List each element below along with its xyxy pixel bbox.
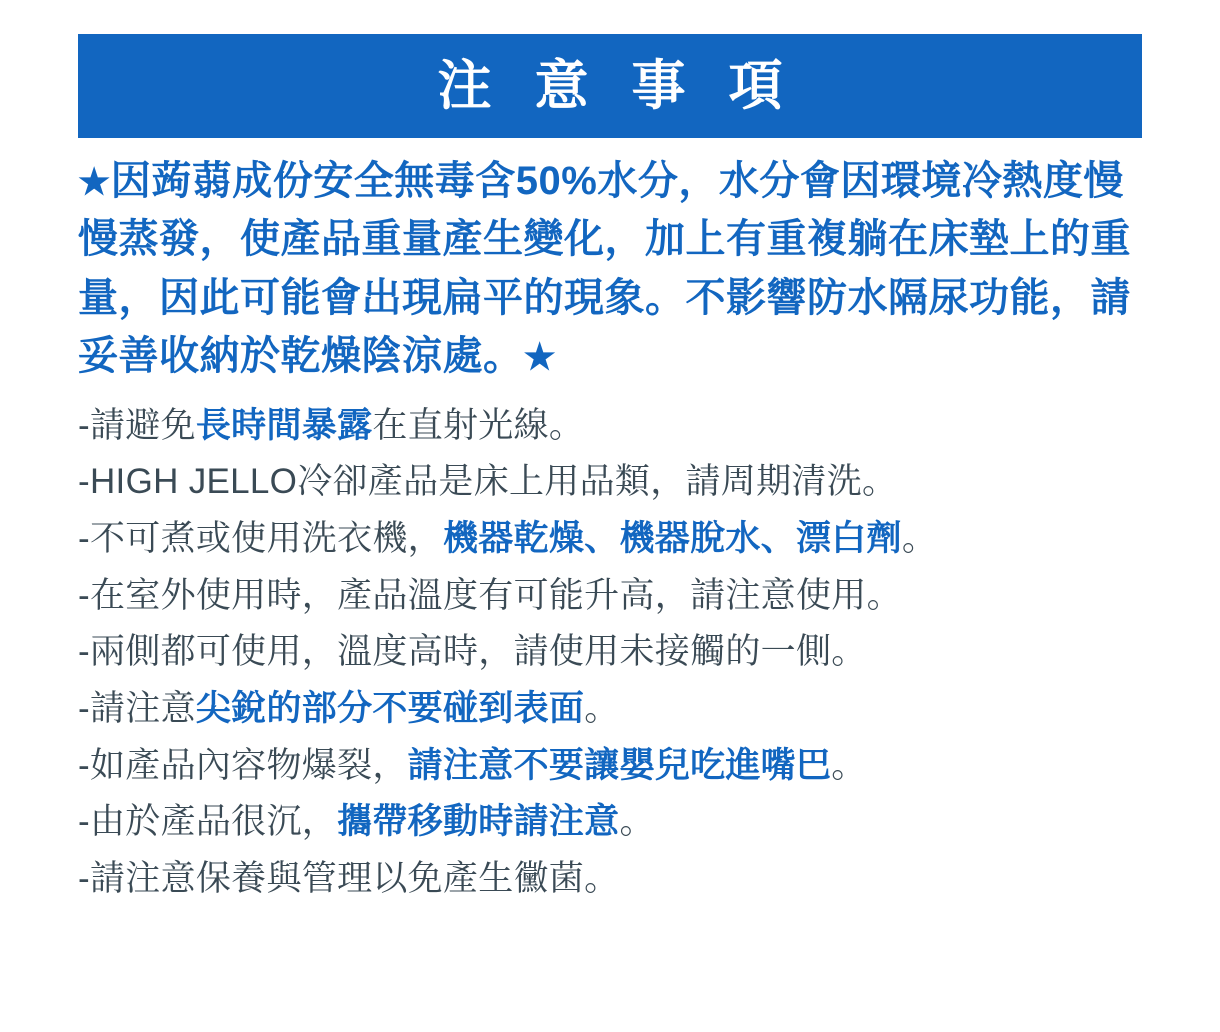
list-item-dash: - (78, 462, 90, 502)
list-item-text: 兩側都可使用，溫度高時，請使用未接觸的一側。 (89, 632, 867, 672)
lead-paragraph (78, 152, 1148, 386)
list-item (78, 794, 1148, 851)
list-item-highlight: 長時間暴露 (195, 405, 373, 445)
list-item-dash: - (78, 745, 90, 785)
list-item (78, 568, 1148, 625)
list-item (78, 681, 1148, 738)
list-item-dash: - (78, 405, 90, 445)
notice-bullet-list (78, 398, 1148, 908)
list-item-text: 由於產品很沉， (89, 802, 338, 842)
star-icon-close: ★ (523, 336, 557, 378)
list-item-text: 不可煮或使用洗衣機， (89, 518, 443, 558)
list-item-dash: - (78, 518, 90, 558)
list-item (78, 454, 1148, 511)
notice-content (78, 152, 1148, 908)
page-title-banner (78, 34, 1142, 138)
page-title: 注 意 事 項 (437, 56, 797, 116)
list-item-text: 請注意保養與管理以免產生黴菌。 (89, 859, 620, 899)
list-item (78, 738, 1148, 795)
list-item-text: 在直射光線。 (372, 405, 585, 445)
list-item-text: 。 (619, 802, 655, 842)
list-item-text: 。 (901, 518, 938, 558)
list-item (78, 851, 1148, 908)
list-item-text: 在室外使用時，產品溫度有可能升高，請注意使用。 (89, 575, 902, 615)
list-item-highlight: 機器乾燥、機器脫水、漂白劑 (442, 518, 902, 558)
list-item-dash: - (78, 802, 90, 842)
list-item-dash: - (78, 689, 90, 728)
lead-paragraph-text: 因蒟蒻成份安全無毒含50%水分，水分會因環境冷熱度慢慢蒸發，使產品重量產生變化，加上有重複躺在床墊上的重量，因此可能會出現扁平的現象。不影響防水隔尿功能，請妥善收納於乾燥陰涼處。 (78, 159, 1131, 379)
list-item-text: 。 (831, 745, 867, 785)
list-item-highlight: 攜帶移動時請注意 (337, 802, 620, 842)
list-item-text: 。 (584, 689, 620, 728)
list-item-highlight: 請注意不要讓嬰兒吃進嘴巴 (407, 745, 832, 785)
list-item (78, 398, 1148, 455)
list-item-text: 請注意 (89, 689, 196, 728)
list-item-dash: - (78, 632, 90, 672)
list-item (78, 624, 1148, 681)
star-icon-open: ★ (78, 161, 111, 202)
list-item-text: 如產品內容物爆裂， (89, 745, 408, 785)
list-item-highlight: 尖銳的部分不要碰到表面 (195, 689, 585, 728)
list-item-text: 請避免 (89, 405, 196, 445)
list-item-dash: - (78, 575, 90, 615)
list-item (78, 511, 1148, 568)
list-item-text: HIGH JELLO冷卻產品是床上用品類，請周期清洗。 (89, 462, 898, 502)
list-item-dash: - (78, 859, 90, 899)
